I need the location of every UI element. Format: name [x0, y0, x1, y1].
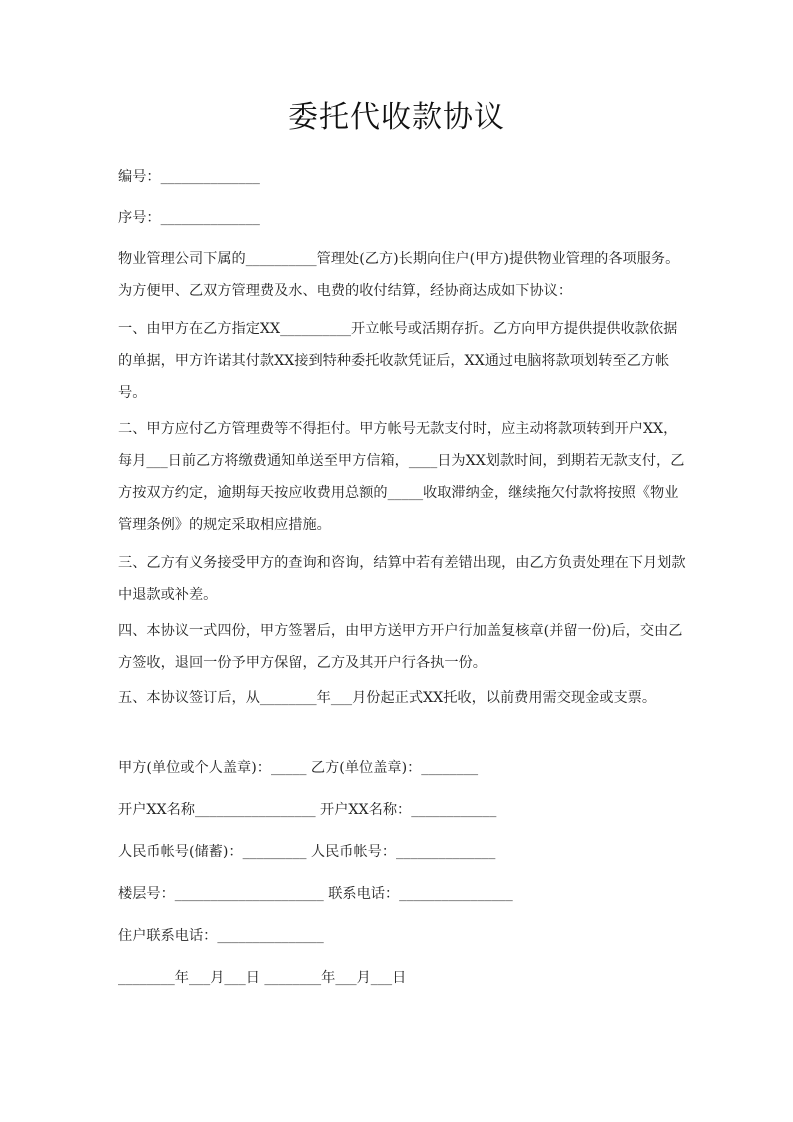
party-seal-fields: 甲方(单位或个人盖章)：_____ 乙方(单位盖章)：________: [118, 760, 479, 776]
sequence-number-field: 序号：______________: [118, 210, 260, 226]
document-title: 委托代收款协议: [288, 100, 505, 135]
date-fields: ________年___月___日 ________年___月___日: [118, 970, 407, 986]
intro-paragraph: 物业管理公司下属的__________管理处(乙方)长期向住户(甲方)提供物业管理的各项服务。为方便甲、乙双方管理费及水、电费的收付结算，经协商达成如下协议：: [118, 251, 680, 299]
clause-5: 五、本协议签订后，从________年___月份起正式XX托收，以前费用需交现金或支票。: [118, 690, 657, 706]
clause-4: 四、本协议一式四份，甲方签署后，由甲方送甲方开户行加盖复核章(并留一份)后，交由乙方签收，退回一份予甲方保留，乙方及其开户行各执一份。: [118, 623, 683, 671]
clause-3: 三、乙方有义务接受甲方的查询和咨询，结算中若有差错出现，由乙方负责处理在下月划款中退款或补差。: [118, 555, 686, 603]
clause-2: 二、甲方应付乙方管理费等不得拒付。甲方帐号无款支付时，应主动将款项转到开户XX，每月___日前乙方将缴费通知单送至甲方信箱，____日为XX划款时间，到期若无款支付，乙方按双方约定，逾期每天按应收费用总额的_____收取滞纳金，继续拖欠付款将按照《物业管理条例》的规定采取相应措施。: [118, 421, 685, 533]
serial-number-field: 编号：______________: [118, 169, 260, 185]
clause-1: 一、由甲方在乙方指定XX__________开立帐号或活期存折。乙方向甲方提供提供收款依据的单据，甲方许诺其付款XX接到特种委托收款凭证后，XX通过电脑将款项划转至乙方帐号。: [118, 321, 678, 401]
floor-phone-fields: 楼层号：_____________________ 联系电话：________________: [118, 886, 513, 902]
rmb-account-fields: 人民币帐号(储蓄)：_________ 人民币帐号：______________: [118, 844, 496, 860]
resident-phone-field: 住户联系电话：_______________: [118, 928, 324, 944]
account-name-fields: 开户XX名称_________________ 开户XX名称：____________: [118, 802, 497, 818]
